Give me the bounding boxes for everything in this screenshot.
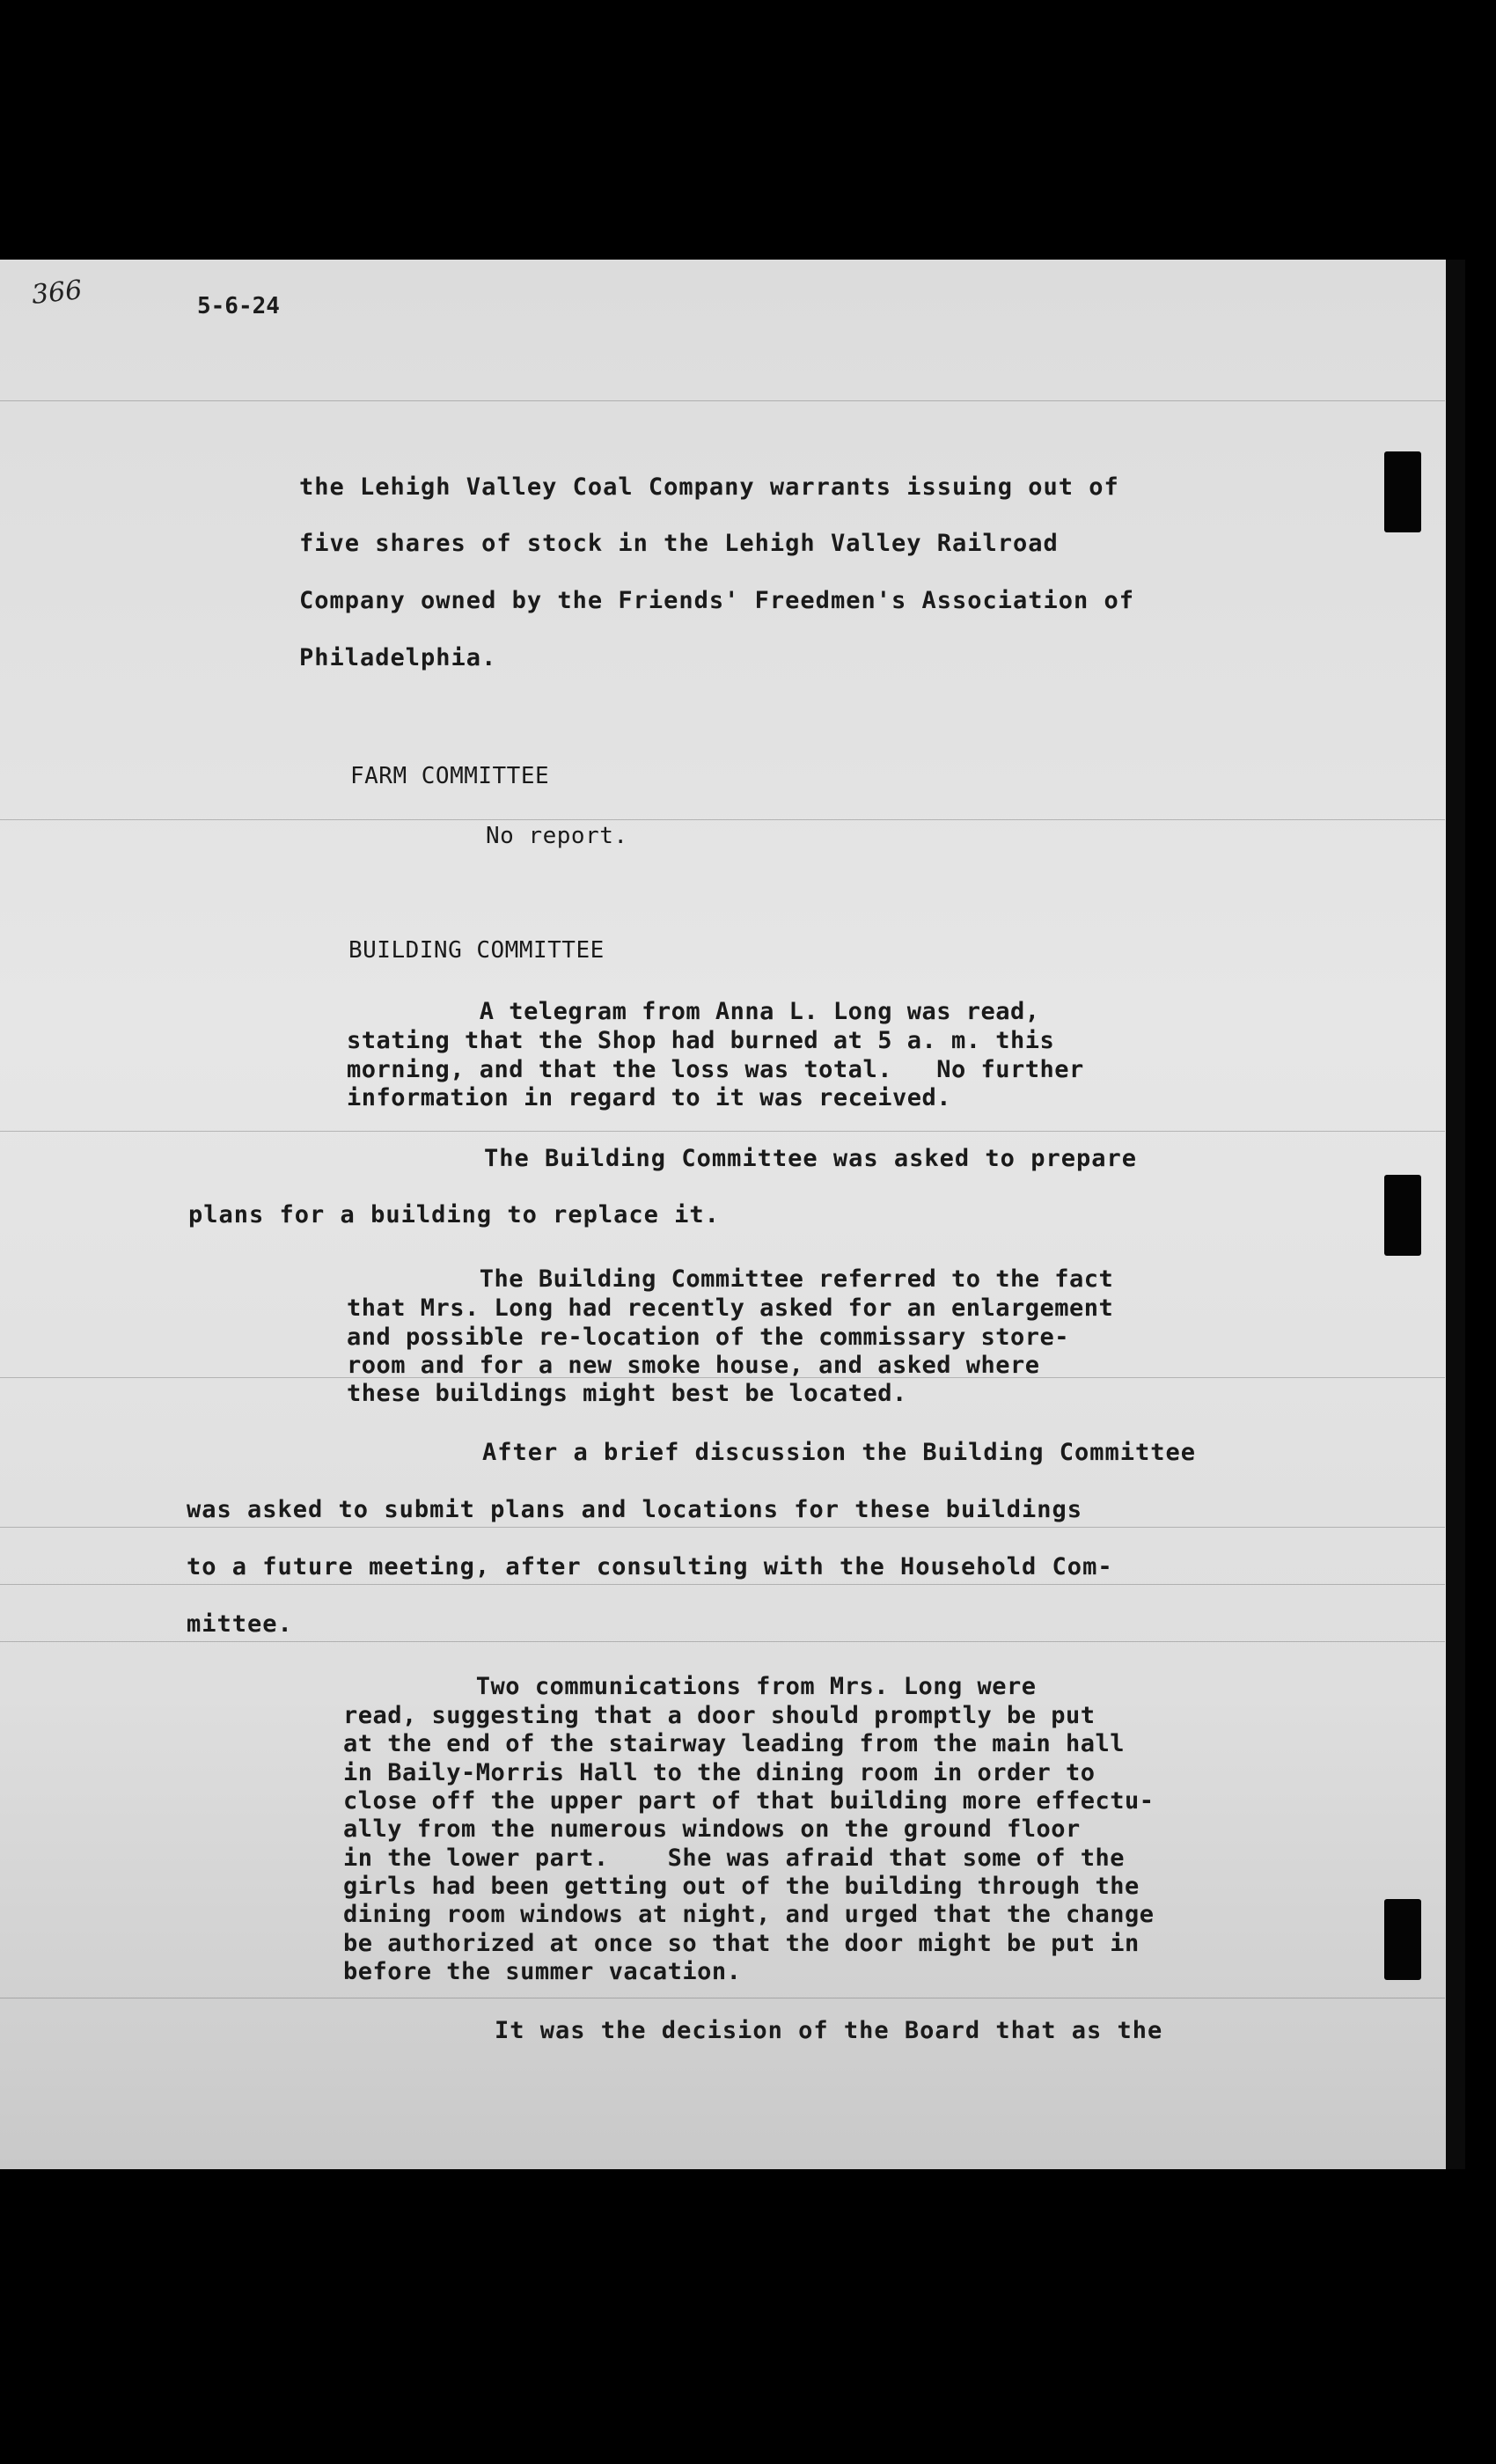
text-line: close off the upper part of that building more effectu- [343, 1787, 1155, 1815]
text-line: mittee. [187, 1610, 293, 1638]
ruled-line [0, 1641, 1445, 1642]
text-line: plans for a building to replace it. [188, 1201, 720, 1228]
text-line: A telegram from Anna L. Long was read, [347, 998, 1040, 1025]
text-line: Company owned by the Friends' Freedmen's Association of [299, 587, 1135, 614]
ruled-line [0, 1527, 1445, 1528]
text-line: in Baily-Morris Hall to the dining room in order to [343, 1759, 1096, 1786]
ruled-line [0, 1584, 1445, 1585]
farm-report-text: No report. [486, 823, 628, 849]
binder-tab [1384, 451, 1421, 532]
handwritten-page-number: 366 [30, 275, 84, 311]
text-line: Two communications from Mrs. Long were [343, 1673, 1037, 1700]
section-heading-farm: FARM COMMITTEE [350, 763, 550, 789]
text-line: information in regard to it was received. [347, 1084, 951, 1111]
text-line: Philadelphia. [299, 644, 497, 671]
text-line: The Building Committee was asked to prepare [484, 1145, 1137, 1172]
text-line: be authorized at once so that the door might be put in [343, 1930, 1140, 1957]
ruled-line [0, 819, 1445, 820]
text-line: read, suggesting that a door should promptly be put [343, 1702, 1096, 1729]
text-line: that Mrs. Long had recently asked for an enlargement [347, 1294, 1114, 1322]
text-line: dining room windows at night, and urged that the change [343, 1901, 1155, 1928]
text-line: was asked to submit plans and locations for these buildings [187, 1496, 1083, 1523]
text-line: girls had been getting out of the building through the [343, 1873, 1140, 1900]
text-line: stating that the Shop had burned at 5 a. m. this [347, 1027, 1055, 1054]
text-line: The Building Committee referred to the fact [347, 1265, 1114, 1293]
text-line: before the summer vacation. [343, 1958, 742, 1985]
document-page [0, 260, 1465, 2169]
ruled-line [0, 1131, 1445, 1132]
meeting-date: 5-6-24 [197, 293, 280, 319]
text-line: five shares of stock in the Lehigh Valley Railroad [299, 530, 1059, 557]
text-line: at the end of the stairway leading from the main hall [343, 1730, 1126, 1757]
text-line: in the lower part. She was afraid that some of the [343, 1844, 1126, 1872]
text-line: and possible re-location of the commissary store- [347, 1324, 1070, 1351]
page-edge-shadow [1446, 260, 1465, 2169]
text-line: the Lehigh Valley Coal Company warrants issuing out of [299, 473, 1119, 501]
text-line: morning, and that the loss was total. No further [347, 1056, 1084, 1083]
text-line: It was the decision of the Board that as the [495, 2017, 1163, 2044]
text-line: to a future meeting, after consulting with the Household Com- [187, 1553, 1113, 1580]
text-line: these buildings might best be located. [347, 1380, 907, 1407]
text-line: After a brief discussion the Building Committee [482, 1439, 1197, 1466]
section-heading-building: BUILDING COMMITTEE [348, 937, 605, 964]
binder-tab [1384, 1175, 1421, 1256]
text-line: room and for a new smoke house, and asked where [347, 1352, 1040, 1379]
binder-tab [1384, 1899, 1421, 1980]
ruled-line [0, 400, 1445, 401]
text-line: ally from the numerous windows on the ground floor [343, 1815, 1081, 1843]
